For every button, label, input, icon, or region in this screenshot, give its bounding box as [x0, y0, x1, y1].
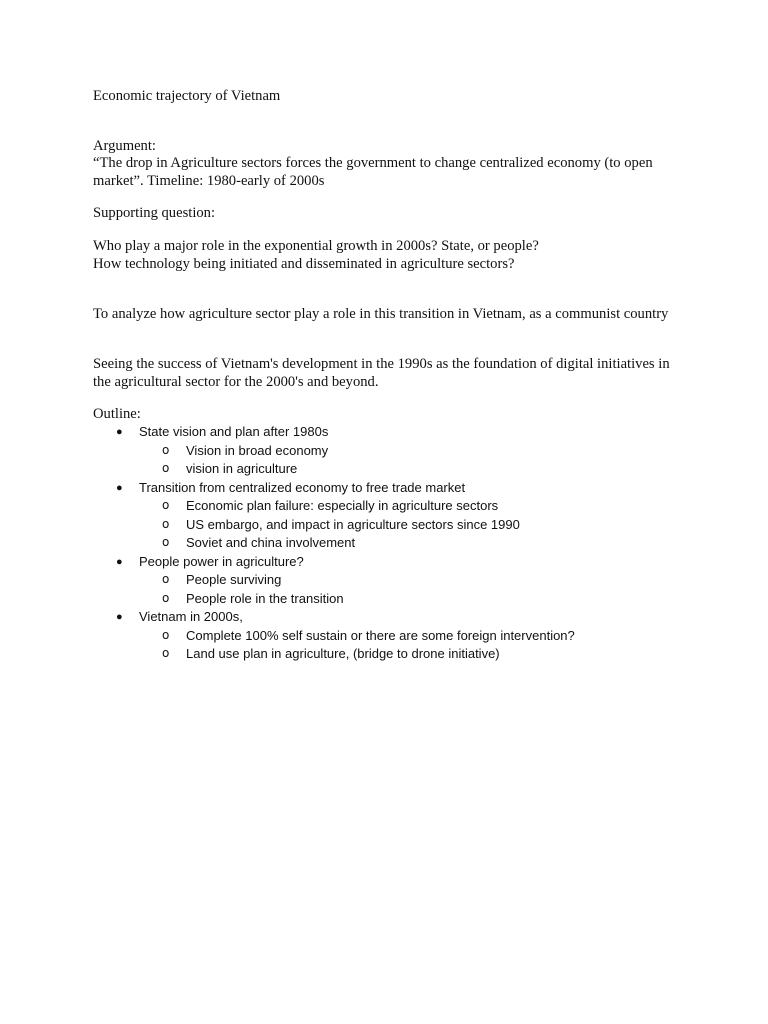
- outline-list: [0, 423, 768, 664]
- supporting-question-2: How technology being initiated and disseminated in agriculture sectors?: [93, 256, 515, 272]
- outline-subitem-label: Economic plan failure: especially in agriculture sectors: [186, 498, 499, 513]
- argument-heading: Argument:: [93, 138, 156, 154]
- bullet-icon: ●: [116, 426, 123, 438]
- sub-bullet-icon: o: [162, 535, 170, 549]
- outline-subitem: [0, 497, 768, 516]
- outline-subitem: [0, 627, 768, 646]
- outline-subitem: [0, 442, 768, 461]
- sub-bullet-icon: o: [162, 461, 170, 475]
- sub-bullet-icon: o: [162, 572, 170, 586]
- argument-text: “The drop in Agriculture sectors forces the government to change centralized economy (to open market”. Timeline: 1980-early of 2000s: [93, 155, 653, 189]
- outline-subitem-label: Soviet and china involvement: [186, 535, 356, 550]
- outline-subitem: [0, 460, 768, 479]
- outline-subitem-label: US embargo, and impact in agriculture sectors since 1990: [186, 516, 520, 532]
- outline-subitem: [0, 516, 768, 535]
- success-paragraph: Seeing the success of Vietnam's development in the 1990s as the foundation of digital initiatives in the agricultural sector for the 2000's and beyond.: [93, 356, 670, 390]
- sub-bullet-icon: o: [162, 442, 170, 457]
- outline-item: [0, 479, 768, 498]
- outline-item-label: Transition from centralized economy to free trade market: [139, 479, 466, 495]
- bullet-icon: ●: [116, 481, 123, 494]
- outline-item-label: State vision and plan after 1980s: [139, 424, 329, 439]
- document-title: Economic trajectory of Vietnam: [93, 88, 281, 104]
- outline-item: [0, 608, 768, 627]
- sub-bullet-icon: o: [162, 498, 170, 512]
- sub-bullet-icon: o: [162, 590, 170, 605]
- outline-subitem-label: vision in agriculture: [186, 461, 298, 476]
- outline-item: [0, 553, 768, 572]
- sub-bullet-icon: o: [162, 646, 170, 660]
- outline-subitem: [0, 534, 768, 553]
- outline-subitem: [0, 590, 768, 609]
- supporting-question-1: Who play a major role in the exponential growth in 2000s? State, or people?: [93, 238, 539, 254]
- outline-subitem-label: People surviving: [186, 572, 282, 587]
- outline-item: [0, 423, 768, 442]
- sub-bullet-icon: o: [162, 516, 170, 531]
- bullet-icon: ●: [116, 555, 123, 568]
- outline-subitem: [0, 571, 768, 590]
- outline-item-label: Vietnam in 2000s,: [139, 609, 243, 624]
- supporting-question-heading: Supporting question:: [93, 205, 216, 221]
- outline-subitem-label: Complete 100% self sustain or there are some foreign intervention?: [186, 627, 575, 643]
- outline-item-label: People power in agriculture?: [139, 553, 304, 569]
- outline-subitem-label: Land use plan in agriculture, (bridge to drone initiative): [186, 646, 500, 661]
- outline-subitem: [0, 645, 768, 664]
- bullet-icon: ●: [116, 611, 123, 623]
- outline-subitem-label: People role in the transition: [186, 590, 344, 606]
- outline-heading: Outline:: [93, 406, 141, 422]
- analysis-paragraph: To analyze how agriculture sector play a role in this transition in Vietnam, as a communist country: [93, 306, 669, 322]
- outline-subitem-label: Vision in broad economy: [186, 442, 329, 458]
- sub-bullet-icon: o: [162, 627, 170, 642]
